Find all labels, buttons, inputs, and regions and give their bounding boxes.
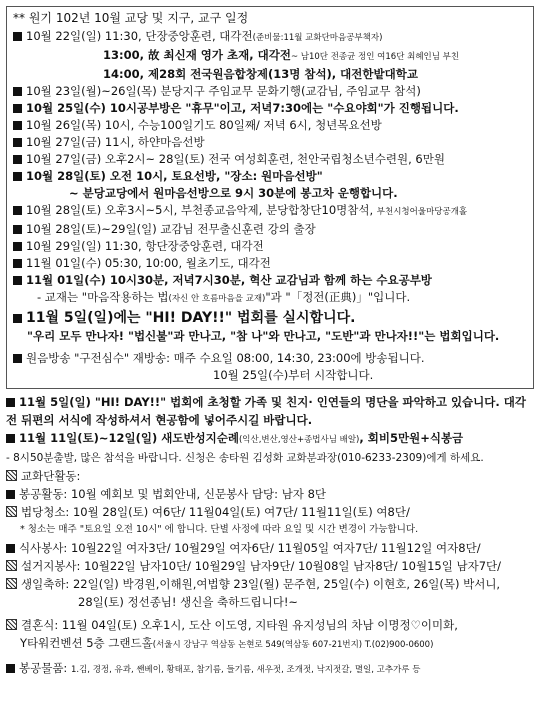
- notice-item: 11월 5일(일) "HI! DAY!!" 법회에 초청할 가족 및 친지· 인연들의 명단을 파악하고 있습니다. 대각전 뒤편의 서식에 작성하셔서 현공함에 넣어주시길 바랍니다.: [6, 395, 526, 427]
- notice-item: 봉공활동: 10월 예회보 및 법회안내, 신문봉사 담당: 남자 8단: [6, 485, 534, 503]
- checkbox-icon: [6, 470, 17, 481]
- schedule-item: 13:00, 故 최신재 영가 초재, 대각전~ 남10단 전종균 정인 여16단 최혜인님 부친: [103, 48, 460, 62]
- checkbox-icon: [6, 506, 17, 517]
- notice-item: * 청소는 매주 "토요일 오전 10시" 에 합니다. 단별 사정에 따라 요일 및 시간 변경이 가능합니다.: [20, 524, 419, 535]
- schedule-item: ~ 분당교당에서 원마음선방으로 9시 30분에 봉고차 운행합니다.: [69, 186, 398, 200]
- notice-item: 법당청소: 10월 28일(토) 여6단/ 11월04일(토) 여7단/ 11월11일(토) 여8단/: [6, 503, 534, 521]
- square-bullet-icon: [13, 354, 22, 363]
- schedule-item: 원음방송 "구전심수" 재방송: 매주 수요일 08:00, 14:30, 23:00에 방송됩니다.: [13, 350, 527, 367]
- notice-item: 생일축하: 22일(일) 박경원,이해원,여법향 23일(월) 문주현, 25일(수) 이현호, 26일(목) 박서니,: [6, 575, 534, 593]
- schedule-box: [6, 6, 534, 389]
- schedule-item: 10월 29일(일) 11:30, 항단장중앙훈련, 대각전: [13, 238, 527, 255]
- square-bullet-icon: [13, 121, 22, 130]
- notice-item: - 8시50분출발, 많은 참석을 바랍니다. 신청은 송타원 김성화 교화분과장(010-6233-2309)에게 하세요.: [6, 452, 484, 464]
- notice-item: 식사봉사: 10월22일 여자3단/ 10월29일 여자6단/ 11월05일 여자7단/ 11월12일 여자8단/: [6, 539, 534, 557]
- square-bullet-icon: [13, 104, 22, 113]
- square-bullet-icon: [13, 276, 22, 285]
- schedule-item: 10월 27일(금) 오후2시~ 28일(토) 전국 여성회훈련, 천안국립청소년수련원, 6만원: [13, 151, 527, 168]
- checkbox-icon: [6, 619, 17, 630]
- notice-item: 교화단활동:: [6, 467, 534, 485]
- square-bullet-icon: [6, 490, 15, 499]
- square-bullet-icon: [13, 155, 22, 164]
- notice-item: 11월 11일(토)~12일(일) 새도반성지순례(익산,변산,영산+종법사님 배알), 회비5만원+식봉금: [6, 429, 534, 449]
- notice-section: [6, 393, 534, 679]
- square-bullet-icon: [13, 206, 22, 215]
- checkbox-icon: [6, 578, 17, 589]
- square-bullet-icon: [6, 398, 15, 407]
- schedule-item: 11월 01일(수) 05:30, 10:00, 월초기도, 대각전: [13, 255, 527, 272]
- square-bullet-icon: [6, 664, 15, 673]
- square-bullet-icon: [6, 544, 15, 553]
- square-bullet-icon: [13, 32, 22, 41]
- schedule-item: 10월 25일(수)부터 시작합니다.: [213, 368, 374, 382]
- square-bullet-icon: [13, 172, 22, 181]
- schedule-item: 14:00, 제28회 전국원음합창제(13명 참석), 대전한밭대학교: [103, 67, 418, 81]
- schedule-item: 10월 28일(토) 오전 10시, 토요선방, "장소: 원마음선방": [13, 168, 527, 185]
- schedule-item: 11월 5일(일)에는 "HI! DAY!!" 법회를 실시합니다.: [13, 308, 527, 328]
- square-bullet-icon: [13, 87, 22, 96]
- square-bullet-icon: [6, 434, 15, 443]
- page: [6, 6, 534, 679]
- square-bullet-icon: [13, 225, 22, 234]
- square-bullet-icon: [13, 138, 22, 147]
- schedule-item: 10월 28일(토) 오후3시~5시, 부천종교음악제, 분당합창단10명참석, 부천시청어울마당공개홀: [13, 202, 527, 221]
- schedule-item: 10월 26일(목) 10시, 수능100일기도 80일째/ 저녁 6시, 청년목요선방: [13, 117, 527, 134]
- checkbox-icon: [6, 560, 17, 571]
- notice-item: 28일(토) 정선종님! 생신을 축하드립니다!~: [78, 595, 299, 609]
- notice-item: 결혼식: 11월 04일(토) 오후1시, 도산 이도영, 지타원 유지성님의 차남 이명정♡이미화,: [6, 616, 534, 634]
- notice-item: 봉공물품: 1.김, 경정, 유과, 쌘베이, 황태포, 참기름, 들기름, 새우젓, 조개젓, 낙지젓갈, 멸일, 고추가루 등: [6, 659, 534, 679]
- schedule-item: 10월 27일(금) 11시, 하얀마음선방: [13, 134, 527, 151]
- square-bullet-icon: [13, 259, 22, 268]
- notice-item: Y타워컨벤션 5층 그랜드홀(서울시 강남구 역삼동 논현로 549(역삼동 607-21번지) T.(02)900-0600): [20, 636, 434, 650]
- schedule-item: 10월 25일(수) 10시공부방은 "휴무"이고, 저녁7:30에는 "수요야회"가 진행됩니다.: [13, 100, 527, 117]
- schedule-item: 11월 01일(수) 10시30분, 저녁7시30분, 혁산 교감님과 함께 하는 수요공부방: [13, 272, 527, 289]
- schedule-item: "우리 모두 만나자! "법신불"과 만나고, "참 나"와 만나고, "도반"과 만나자!!"는 법회입니다.: [27, 329, 500, 343]
- schedule-item: 10월 22일(일) 11:30, 단장중앙훈련, 대각전(준비물:11월 교화단마음공부책자): [13, 28, 527, 47]
- schedule-item: - 교재는 "마음작용하는 법(자신 안 흐름마음을 교재)"과 "「정전(正典)」"입니다.: [37, 290, 411, 304]
- square-bullet-icon: [13, 314, 22, 323]
- schedule-item: 10월 28일(토)~29일(일) 교감님 전무출신훈련 강의 출장: [13, 221, 527, 238]
- square-bullet-icon: [13, 242, 22, 251]
- notice-item: 설거지봉사: 10월22일 남자10단/ 10월29일 남자9단/ 10월08일 남자8단/ 10월15일 남자7단/: [6, 557, 534, 575]
- schedule-header: ** 원기 102년 10월 교당 및 지구, 교구 일정: [13, 11, 249, 25]
- schedule-item: 10월 23일(월)~26일(목) 분당지구 주임교무 문화기행(교감님, 주임교무 참석): [13, 83, 527, 100]
